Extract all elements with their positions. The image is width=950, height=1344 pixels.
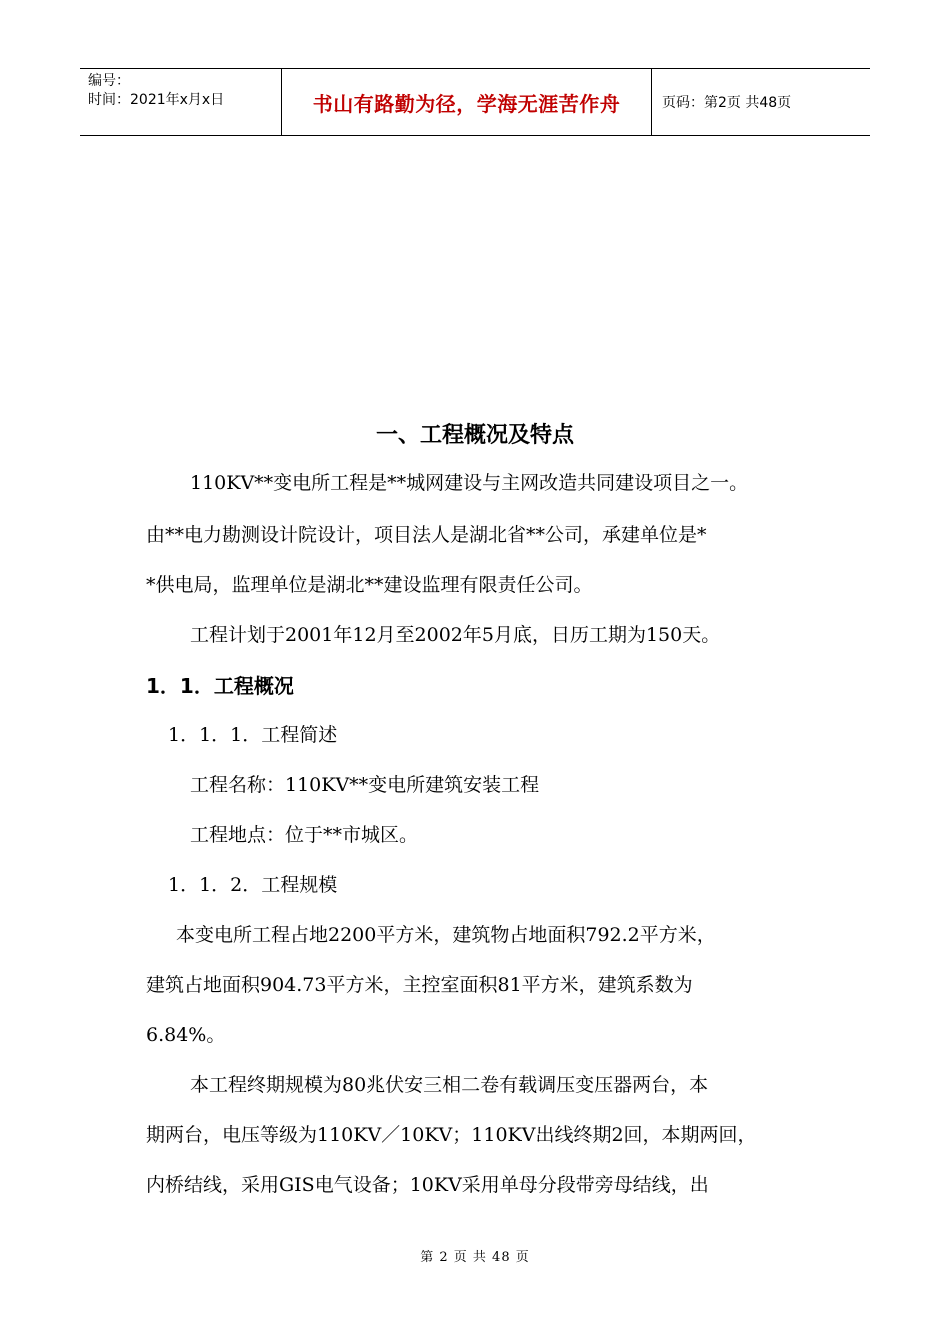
project-location: 工程地点：位于**市城区。 — [190, 824, 419, 846]
heading-1-1-1: 1．1．1．工程简述 — [168, 724, 338, 746]
scale-line-2: 建筑占地面积904.73平方米，主控室面积81平方米，建筑系数为 — [146, 974, 693, 996]
final-line-2: 期两台，电压等级为110KV／10KV；110KV出线终期2回，本期两回， — [146, 1124, 757, 1146]
header-page-info: 页码：第2页 共48页 — [662, 95, 792, 111]
scale-line-1: 本变电所工程占地2200平方米，建筑物占地面积792.2平方米， — [176, 924, 716, 946]
final-line-1: 本工程终期规模为80兆伏安三相二卷有载调压变压器两台，本 — [190, 1074, 709, 1096]
intro-line-3: *供电局，监理单位是湖北**建设监理有限责任公司。 — [146, 574, 593, 596]
number-label: 编号： — [88, 73, 130, 89]
time-label: 时间：2021年x月x日 — [88, 92, 225, 108]
page-footer: 第 2 页 共 48 页 — [420, 1250, 530, 1265]
project-name: 工程名称：110KV**变电所建筑安装工程 — [190, 774, 540, 796]
plan-line: 工程计划于2001年12月至2002年5月底，日历工期为150天。 — [190, 624, 721, 646]
intro-line-2: 由**电力勘测设计院设计，项目法人是湖北省**公司，承建单位是* — [146, 524, 707, 546]
heading-1-1: 1．1．工程概况 — [146, 674, 294, 698]
header-meta — [80, 69, 281, 135]
intro-line-1: 110KV**变电所工程是**城网建设与主网改造共同建设项目之一。 — [190, 472, 749, 494]
scale-line-3: 6.84%。 — [146, 1024, 226, 1046]
section-title: 一、工程概况及特点 — [375, 423, 574, 448]
heading-1-1-2: 1．1．2．工程规模 — [168, 874, 338, 896]
page-header — [80, 68, 870, 136]
header-motto: 书山有路勤为径，学海无涯苦作舟 — [281, 69, 652, 135]
final-line-3: 内桥结线，采用GIS电气设备；10KV采用单母分段带旁母结线，出 — [146, 1174, 709, 1196]
